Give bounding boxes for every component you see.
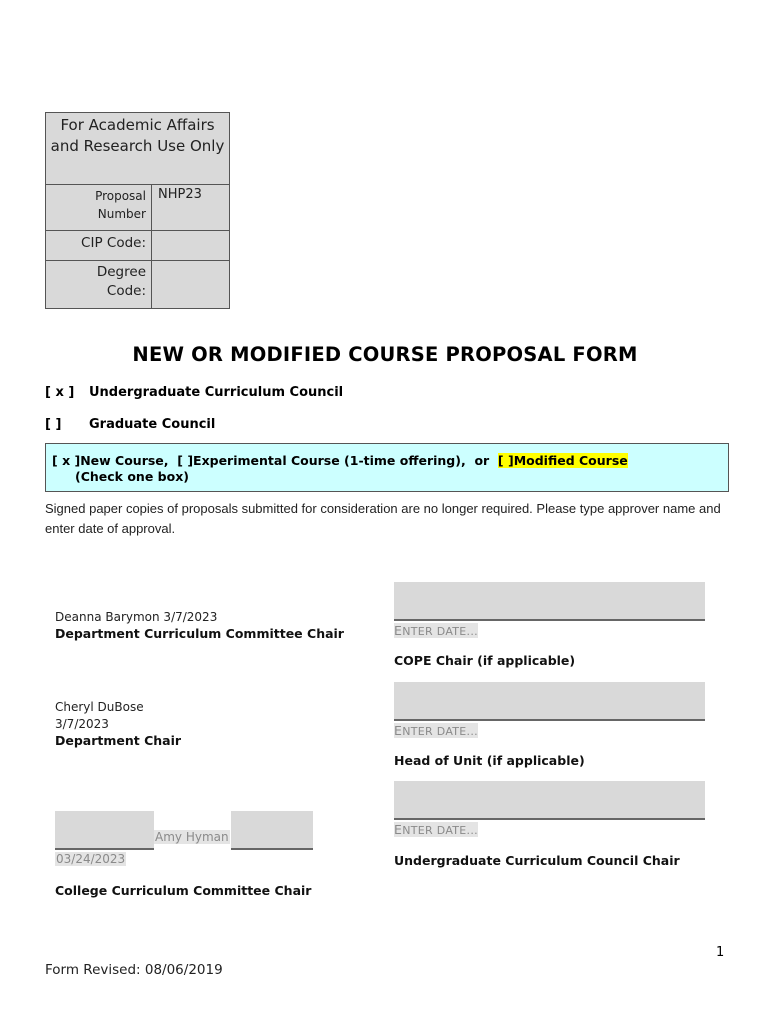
dept-committee-name-date[interactable]: Deanna Barymon 3/7/2023: [55, 610, 218, 624]
head-of-unit-signature-field[interactable]: [394, 682, 705, 721]
college-committee-signature-field-right[interactable]: [231, 811, 313, 850]
graduate-council-label: Graduate Council: [89, 417, 216, 432]
college-committee-date[interactable]: 03/24/2023: [56, 852, 126, 866]
form-revised-footer: Form Revised: 08/06/2019: [45, 962, 223, 978]
degree-code-label: [46, 261, 152, 309]
ucc-chair-role: Undergraduate Curriculum Council Chair: [394, 853, 680, 868]
dept-committee-role: Department Curriculum Committee Chair: [55, 626, 344, 641]
cip-code-label: CIP Code:: [46, 231, 152, 261]
head-date-placeholder: NTER DATE...: [402, 725, 478, 738]
head-of-unit-role: Head of Unit (if applicable): [394, 753, 585, 768]
council-option-graduate[interactable]: [45, 417, 215, 432]
proposal-number-value[interactable]: NHP23: [152, 185, 230, 231]
form-title: NEW OR MODIFIED COURSE PROPOSAL FORM: [132, 343, 638, 366]
ucc-date-placeholder: NTER DATE...: [402, 824, 478, 837]
proposal-number-label: [46, 185, 152, 231]
undergraduate-council-label: Undergraduate Curriculum Council: [89, 385, 344, 400]
new-course-option[interactable]: [ x ]New Course,: [52, 453, 169, 468]
cope-chair-date-field[interactable]: [394, 623, 478, 638]
submission-note: Signed paper copies of proposals submitted for consideration are no longer required. Please type approver name and enter date of approval.: [45, 501, 721, 536]
college-committee-signature-field-left[interactable]: [55, 811, 154, 850]
cope-date-placeholder-cap: E: [394, 623, 403, 638]
degree-label-line2: Code:: [106, 283, 146, 299]
page-number: 1: [716, 945, 725, 960]
graduate-checkbox-mark[interactable]: [ ]: [45, 417, 62, 432]
ucc-date-placeholder-cap: E: [394, 822, 403, 837]
dept-chair-role: Department Chair: [55, 733, 182, 748]
head-of-unit-date-field[interactable]: [394, 723, 478, 738]
degree-code-value[interactable]: [152, 261, 230, 309]
proposal-label-line2: Number: [97, 207, 146, 221]
head-date-placeholder-cap: E: [394, 723, 403, 738]
office-use-heading: For Academic Affairs and Research Use Only: [46, 113, 230, 185]
dept-chair-signature: [55, 699, 181, 748]
course-type-box: [45, 443, 729, 492]
cope-chair-role: COPE Chair (if applicable): [394, 653, 576, 668]
or-text: or: [474, 453, 490, 468]
office-use-table: [45, 112, 230, 309]
degree-label-line1: Degree: [96, 264, 146, 280]
dept-committee-signature: [55, 609, 344, 641]
undergraduate-checkbox-mark[interactable]: [ x ]: [45, 385, 75, 400]
college-committee-name[interactable]: Amy Hyman: [155, 830, 229, 844]
dept-chair-date[interactable]: 3/7/2023: [55, 717, 109, 731]
college-committee-role: College Curriculum Committee Chair: [55, 883, 312, 898]
ucc-chair-signature-field[interactable]: [394, 781, 705, 820]
dept-chair-name[interactable]: Cheryl DuBose: [55, 700, 144, 714]
cope-date-placeholder: NTER DATE...: [402, 625, 478, 638]
check-one-box-instruction: (Check one box): [75, 469, 189, 484]
experimental-course-option[interactable]: [ ]Experimental Course (1-time offering),: [177, 453, 466, 468]
modified-course-option[interactable]: [ ]Modified Course: [497, 453, 628, 468]
cope-chair-signature-field[interactable]: [394, 582, 705, 621]
ucc-chair-date-field[interactable]: [394, 822, 478, 837]
cip-code-value[interactable]: [152, 231, 230, 261]
proposal-label-line1: Proposal: [95, 189, 146, 203]
council-option-undergraduate[interactable]: [45, 385, 343, 400]
